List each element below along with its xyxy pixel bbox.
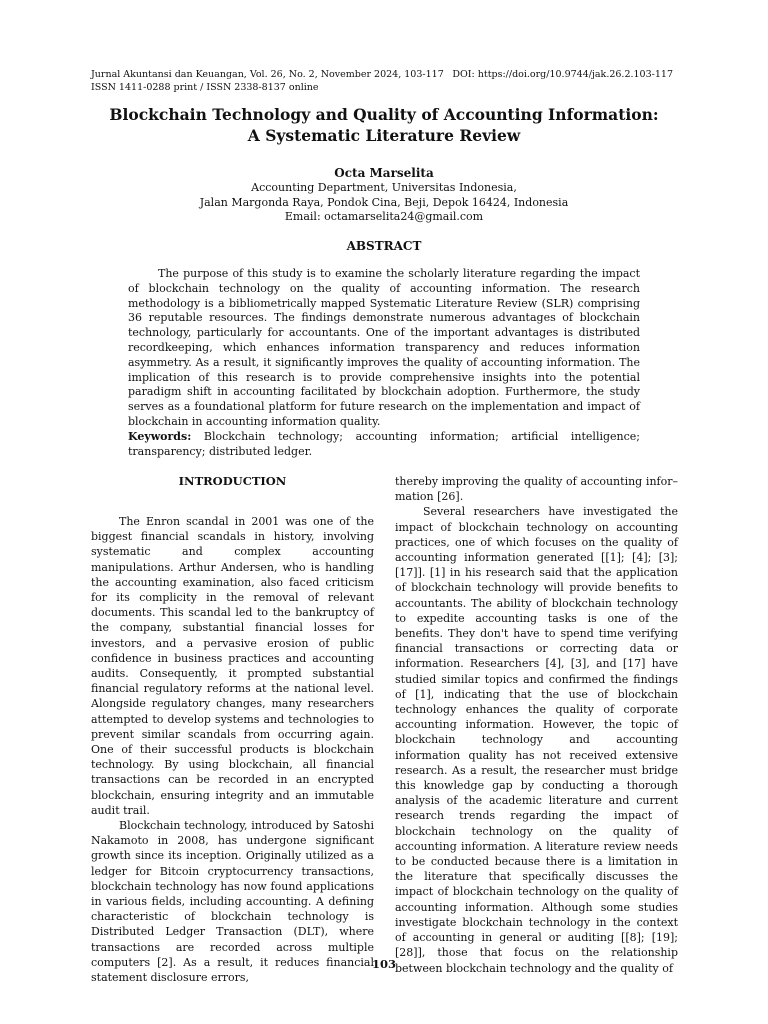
intro-paragraph-2: Blockchain technology, introduced by Satoshi Nakamoto in 2008, has undergone significant growth since its inception. Originally utilized as a ledger for Bitcoin cryptocurrency transactions, blockchain technology has now found applications in various fields, including accounting. A defining characteristic of blockchain technology is Distributed Ledger Transaction (DLT), where transactions are recorded across multiple computers [2]. As a result, it reduces financial statement disclosure errors, <box>91 819 374 985</box>
author-address: Jalan Margonda Raya, Pondok Cina, Beji, Depok 16424, Indonesia <box>199 195 569 209</box>
author-department: Accounting Department, Universitas Indonesia, <box>251 181 517 194</box>
issn-line: ISSN 1411-0288 print / ISSN 2338-8137 online <box>91 82 319 93</box>
abstract-heading: ABSTRACT <box>346 239 422 253</box>
intro-paragraph-3: Several researchers have investigated the impact of blockchain technology on accounting practices, one of which focuses on the quality of accounting information generated [[1]; [4]; [3]; [17]]. [1] in his research said that the application of blockchain technology will provide benefits to accountants. The ability of blockchain technology to expedite accounting tasks is one of the benefits. They don't have to spend time verifying financial transactions or correcting data or information. Researchers [4], [3], and [17] have studied similar topics and confirmed the findings of [1], indicating that the use of blockchain technology enhances the quality of corporate accounting information. However, the topic of blockchain technology and accounting information quality has not received extensive research. As a result, the researcher must bridge this knowledge gap by conducting a thorough analysis of the academic literature and current research trends regarding the impact of blockchain technology on the quality of accounting information. A literature review needs to be conducted because there is a limitation in the literature that specifically discusses the impact of blockchain technology on the quality of accounting information. Although some studies investigate blockchain technology in the context of accounting in general or auditing [[8]; [19]; [28]], those that focus on the relationship between blockchain technology and the quality of <box>395 505 678 975</box>
title-line-1: Blockchain Technology and Quality of Accounting Information: <box>109 105 659 124</box>
author-name: Octa Marselita <box>334 166 434 180</box>
journal-citation: Jurnal Akuntansi dan Keuangan, Vol. 26, No. 2, November 2024, 103-117 <box>91 69 444 80</box>
introduction-heading: INTRODUCTION <box>178 474 287 488</box>
right-column <box>395 474 678 976</box>
page-number: 103 <box>371 957 396 971</box>
keywords <box>128 430 640 460</box>
keywords-text: Blockchain technology; accounting information; artificial intelligence; transparency; distributed ledger. <box>128 430 640 458</box>
left-column <box>91 474 374 985</box>
author-email[interactable]: Email: octamarselita24@gmail.com <box>284 210 484 223</box>
intro-paragraph-1: The Enron scandal in 2001 was one of the biggest financial scandals in history, involving systematic and complex accounting manipulations. Arthur Andersen, who is handling the accounting examination, also faced criticism for its complicity in the removal of relevant documents. This scandal led to the bankruptcy of the company, substantial financial losses for investors, and a pervasive erosion of public confidence in business practices and accounting audits. Consequently, it prompted substantial financial regulatory reforms at the national level. Alongside regulatory changes, many researchers attempted to develop systems and technologies to prevent similar scandals from occurring again. One of their successful products is blockchain technology. By using blockchain, all financial transactions can be recorded in an encrypted blockchain, ensuring integrity and an immutable audit trail. <box>91 515 374 817</box>
paper-title <box>60 104 708 146</box>
abstract-text: The purpose of this study is to examine the scholarly literature regarding the impact of blockchain technology on the quality of accounting information. The research methodology is a bibliometrically mapped Systematic Literature Review (SLR) comprising 36 reputable resources. The findings demonstrate numerous advantages of blockchain technology, particularly for accountants. One of the important advantages is distributed recordkeeping, which enhances information transparency and reduces information asymmetry. As a result, it significantly improves the quality of accounting information. The implication of this research is to provide comprehensive insights into the potential paradigm shift in accounting facilitated by blockchain adoption. Furthermore, the study serves as a foundational platform for future research on the implementation and impact of blockchain in accounting information quality. <box>128 267 640 428</box>
author-affiliation <box>0 181 768 225</box>
doi-line[interactable]: DOI: https://doi.org/10.9744/jak.26.2.103-117 <box>452 69 673 80</box>
title-line-2: A Systematic Literature Review <box>247 126 521 145</box>
keywords-label: Keywords: <box>128 430 192 443</box>
running-header-left <box>91 68 444 94</box>
intro-paragraph-2-continued: thereby improving the quality of accounting infor–mation [26]. <box>395 475 678 504</box>
